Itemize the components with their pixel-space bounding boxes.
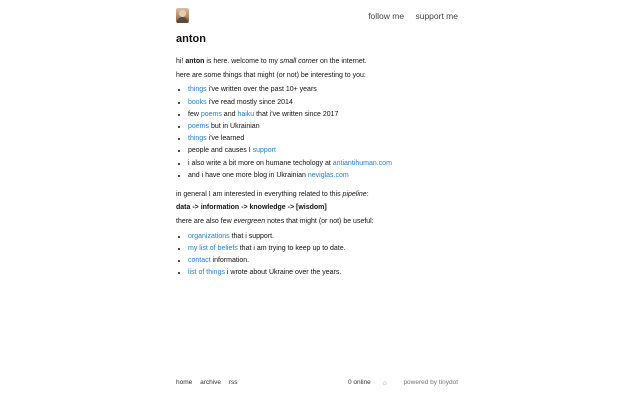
home-link[interactable]: home (176, 379, 193, 386)
intro-is-here: is here. welcome to my (204, 58, 280, 65)
list-item-text: i wrote about Ukraine over the years. (224, 269, 342, 277)
main-content (176, 56, 466, 279)
list-item-text: few (188, 110, 201, 118)
avatar-face (179, 10, 186, 17)
list-item-text: that i am trying to keep up to date. (237, 244, 346, 252)
evergreen-lead-rest: notes that might (or not) be useful: (265, 217, 374, 225)
list-item (188, 84, 466, 96)
evergreen-lead-text: there are also few (176, 217, 234, 225)
pipeline-chain-text: data -> information -> knowledge -> [wisdom] (176, 204, 327, 212)
list-item (188, 97, 466, 109)
header (176, 8, 458, 26)
organizations-link[interactable]: organizations (188, 232, 230, 240)
footer-links (176, 379, 244, 386)
list-item-text: and i have one more blog in Ukrainian (188, 171, 308, 179)
list-item (188, 145, 466, 157)
interesting-list (176, 84, 466, 182)
ukrainian-poems-link[interactable]: poems (188, 123, 210, 131)
avatar-shoulders (177, 17, 188, 23)
interesting-lead: here are some things that might (or not) be interesting to you: (176, 71, 366, 79)
sun-icon[interactable]: ☼ (381, 378, 389, 387)
list-item-text: i've read mostly since 2014 (206, 98, 293, 106)
archive-link[interactable]: archive (200, 379, 222, 386)
evergreen-lead (176, 216, 466, 228)
things-written-link[interactable]: things (188, 86, 207, 94)
pipeline-lead-colon: : (366, 190, 369, 198)
support-link[interactable]: support (252, 147, 276, 155)
contact-link[interactable]: contact (188, 257, 211, 265)
list-item (188, 255, 466, 267)
intro-name: anton (185, 58, 205, 65)
pipeline-chain (176, 202, 466, 214)
pipeline-emphasis: pipeline (342, 190, 367, 198)
list-item-text: and (221, 110, 238, 118)
haiku-link[interactable]: haiku (237, 110, 255, 118)
list-item (188, 170, 466, 182)
list-item-text: i've written over the past 10+ years (206, 86, 317, 94)
intro-paragraph (176, 56, 466, 68)
list-item-text: but in Ukrainian (209, 123, 260, 131)
online-count: 0 online (348, 379, 371, 386)
ukraine-list-link[interactable]: list of things (188, 269, 225, 277)
list-item-text: that i support. (229, 232, 274, 240)
follow-me-link[interactable]: follow me (368, 11, 405, 21)
list-item-text: i also write a bit more on humane techology at (188, 159, 333, 167)
intro-small-corner: small corner (279, 58, 318, 65)
list-item (188, 158, 466, 170)
avatar[interactable] (176, 8, 189, 23)
evergreen-emphasis: evergreen (233, 217, 266, 225)
list-item (188, 243, 466, 255)
neviglas-link[interactable]: neviglas.com (307, 171, 349, 179)
list-item (188, 121, 466, 133)
beliefs-link[interactable]: my list of beliefs (188, 244, 238, 252)
pipeline-lead (176, 189, 466, 201)
list-item (188, 109, 466, 121)
intro-on-internet: on the internet. (318, 58, 367, 65)
evergreen-list (176, 231, 466, 280)
list-item-text: that i've written since 2017 (254, 110, 339, 118)
rss-link[interactable]: rss (228, 379, 238, 386)
top-nav (359, 11, 458, 21)
list-item (188, 231, 466, 243)
list-item-text: i've learned (206, 135, 245, 143)
site-title: anton (176, 33, 206, 45)
poems-link[interactable]: poems (200, 110, 222, 118)
things-learned-link[interactable]: things (188, 135, 207, 143)
books-link[interactable]: books (188, 98, 207, 106)
footer (176, 379, 458, 389)
list-item-text: information. (210, 257, 250, 265)
list-item (188, 133, 466, 145)
intro-greeting: hi! (176, 58, 186, 65)
support-me-link[interactable]: support me (415, 11, 458, 21)
list-item (188, 267, 466, 279)
powered-by[interactable]: powered by tinydot (403, 379, 458, 386)
pipeline-lead-text: in general I am interested in everything related to this (176, 190, 343, 198)
antiantihuman-link[interactable]: antiantihuman.com (332, 159, 392, 167)
list-item-text: people and causes I (188, 147, 253, 155)
